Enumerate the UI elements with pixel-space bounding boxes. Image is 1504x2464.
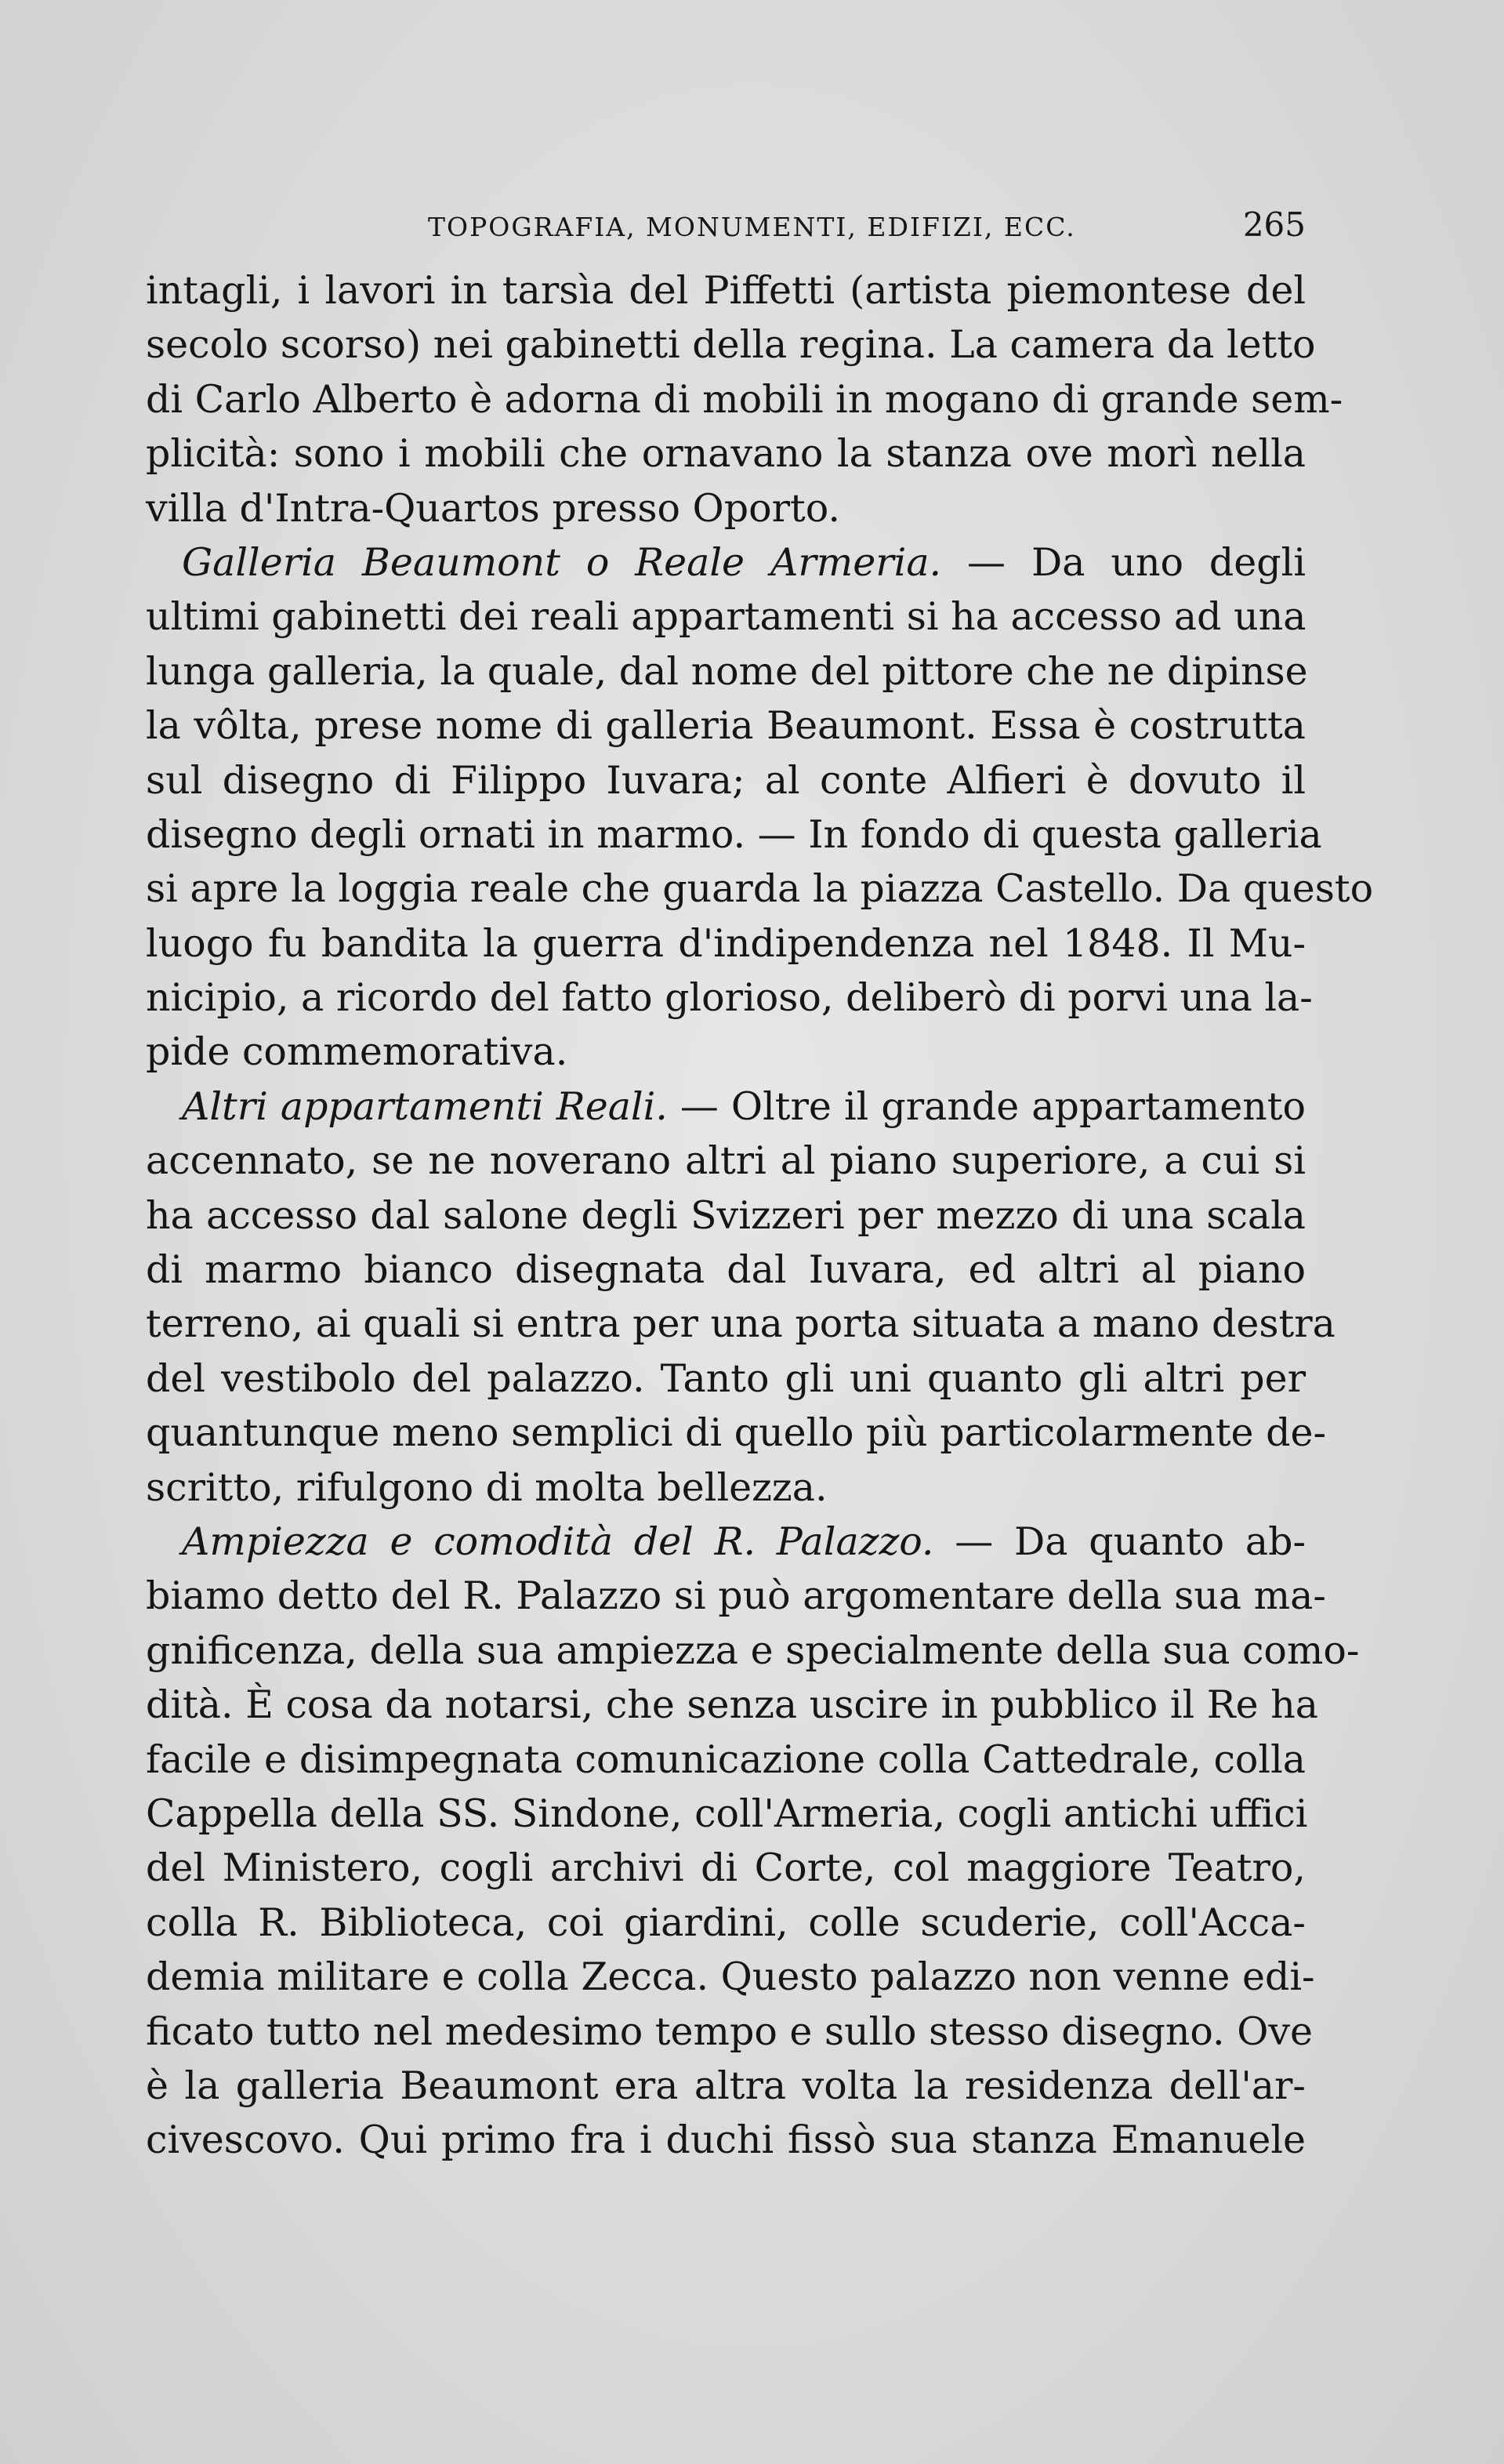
line-text: la vôlta, prese nome di galleria Beaumont. Essa è costrutta: [146, 703, 1306, 749]
line-text: terreno, ai quali si entra per una porta situata a mano destra: [146, 1301, 1335, 1347]
text-line: [146, 2059, 1306, 2113]
line-text: di Carlo Alberto è adorna di mobili in mogano di grande sem-: [146, 376, 1343, 422]
body-text: [146, 263, 1374, 2168]
text-line: [146, 1352, 1306, 1406]
line-text: plicità: sono i mobili che ornavano la stanza ove morì nella: [146, 431, 1306, 477]
line-text: è la galleria Beaumont era altra volta la residenza dell'ar-: [146, 2063, 1306, 2108]
text-line: [146, 1841, 1306, 1895]
line-text: colla R. Biblioteca, coi giardini, colle scuderie, coll'Acca-: [146, 1900, 1306, 1945]
text-line: [146, 971, 1313, 1025]
line-text: Cappella della SS. Sindone, coll'Armeria, cogli antichi uffici: [146, 1791, 1308, 1836]
text-line: [146, 807, 1322, 862]
text-line: [146, 1624, 1360, 1678]
line-text: nicipio, a ricordo del fatto glorioso, deliberò di porvi una la-: [146, 975, 1313, 1021]
text-line: [146, 1243, 1306, 1297]
line-text: del vestibolo del palazzo. Tanto gli uni quanto gli altri per: [146, 1355, 1306, 1401]
line-text: facile e disimpegnata comunicazione colla Cattedrale, colla: [146, 1736, 1306, 1782]
text-line: [146, 1134, 1306, 1188]
line-text: accennato, se ne noverano altri al piano superiore, a cui si: [146, 1138, 1306, 1184]
line-text: — Oltre il grande appartamento: [667, 1083, 1306, 1129]
text-line: [146, 535, 1306, 590]
line-text: ultimi gabinetti dei reali appartamenti si ha accesso ad una: [146, 594, 1306, 640]
text-line: [146, 2005, 1314, 2059]
text-line: [146, 1787, 1306, 1841]
line-text: si apre la loggia reale che guarda la piazza Castello. Da questo: [146, 866, 1374, 912]
page-number: 265: [1242, 205, 1306, 244]
text-line: [146, 1406, 1327, 1460]
page-header: [146, 205, 1306, 260]
line-text: lunga galleria, la quale, dal nome del pittore che ne dipinse: [146, 648, 1308, 694]
line-text: biamo detto del R. Palazzo si può argomentare della sua ma-: [146, 1573, 1326, 1619]
line-text: sul disegno di Filippo Iuvara; al conte Alfieri è dovuto il: [146, 757, 1306, 803]
text-line: [146, 481, 1306, 535]
section-heading: Altri appartamenti Reali.: [182, 1083, 668, 1129]
text-line: [146, 1461, 1306, 1515]
text-line: [146, 426, 1306, 481]
text-line: [146, 1950, 1315, 2004]
text-line: [146, 1025, 1306, 1079]
line-text: intagli, i lavori in tarsìa del Piffetti (artista piemontese del: [146, 268, 1306, 313]
text-line: [146, 590, 1306, 644]
text-line: [146, 2113, 1306, 2167]
text-line: [146, 916, 1306, 971]
line-text: del Ministero, cogli archivi di Corte, col maggiore Teatro,: [146, 1845, 1306, 1891]
text-line: [146, 699, 1306, 753]
section-heading: Ampiezza e comodità del R. Palazzo.: [182, 1519, 934, 1564]
line-text: di marmo bianco disegnata dal Iuvara, ed altri al piano: [146, 1247, 1306, 1293]
text-line: [146, 862, 1374, 916]
text-line: [146, 1080, 1306, 1134]
line-text: disegno degli ornati in marmo. — In fondo di questa galleria: [146, 811, 1322, 857]
line-text: luogo fu bandita la guerra d'indipendenza nel 1848. Il Mu-: [146, 920, 1306, 966]
line-text: — Da quanto ab-: [933, 1519, 1306, 1564]
text-line: [146, 1569, 1326, 1623]
line-text: — Da uno degli: [941, 539, 1306, 585]
text-line: [146, 318, 1316, 372]
text-line: [146, 1678, 1319, 1732]
text-line: [146, 1515, 1306, 1569]
line-text: villa d'Intra-Quartos presso Oporto.: [146, 485, 840, 531]
running-head: TOPOGRAFIA, MONUMENTI, EDIFIZI, ECC.: [428, 212, 1076, 242]
line-text: gnificenza, della sua ampiezza e specialmente della sua como-: [146, 1628, 1360, 1673]
line-text: pide commemorativa.: [146, 1029, 568, 1075]
line-text: ha accesso dal salone degli Svizzeri per mezzo di una scala: [146, 1192, 1306, 1238]
text-line: [146, 1896, 1306, 1950]
line-text: scritto, rifulgono di molta bellezza.: [146, 1464, 828, 1510]
text-line: [146, 372, 1343, 426]
text-line: [146, 644, 1306, 699]
text-line: [146, 1188, 1306, 1243]
text-line: [146, 1733, 1306, 1787]
line-text: quantunque meno semplici di quello più particolarmente de-: [146, 1410, 1327, 1456]
text-line: [146, 263, 1306, 318]
line-text: civescovo. Qui primo fra i duchi fissò sua stanza Emanuele: [146, 2117, 1306, 2163]
text-line: [146, 1297, 1335, 1351]
line-text: ficato tutto nel medesimo tempo e sullo stesso disegno. Ove: [146, 2009, 1314, 2054]
line-text: secolo scorso) nei gabinetti della regina. La camera da letto: [146, 322, 1316, 368]
line-text: dità. È cosa da notarsi, che senza uscire in pubblico il Re ha: [146, 1682, 1319, 1728]
text-line: [146, 753, 1306, 807]
section-heading: Galleria Beaumont o Reale Armeria.: [182, 539, 942, 585]
line-text: demia militare e colla Zecca. Questo palazzo non venne edi-: [146, 1954, 1315, 2000]
